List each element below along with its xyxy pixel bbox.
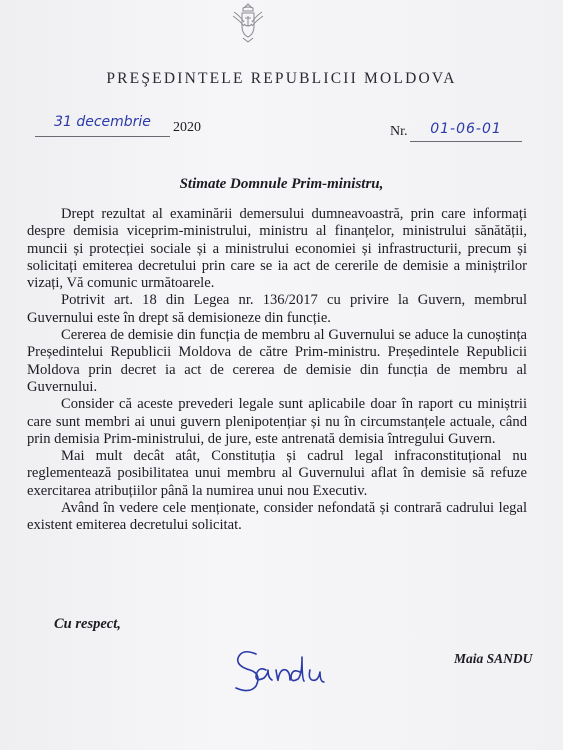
handwritten-signature	[226, 636, 356, 696]
body-paragraph: Drept rezultat al examinării demersului dumneavoastră, prin care informați despre demisia viceprim-ministrului, ministru al finanțelor, ministrului sănătății, muncii și protecției sociale și a ministrului economiei și infrastructurii, precum și solicitați emiterea decretului prin care se ia act de cererile de demisie a miniștrilor vizați, Vă comunic următoarele.	[27, 206, 527, 292]
body-paragraph: Având în vedere cele menționate, consider nefondată și contrară cadrului legal existent emiterea decretului solicitat.	[27, 500, 527, 534]
handwritten-date: 31 decembrie	[54, 114, 151, 130]
number-label: Nr.	[390, 124, 408, 139]
letter-body	[27, 206, 527, 535]
date-year: 2020	[173, 120, 201, 135]
issuer-header: PREŞEDINTELE REPUBLICII MOLDOVA	[106, 70, 457, 87]
body-paragraph: Cererea de demisie din funcția de membru al Guvernului se aduce la cunoștința Președintelui Republicii Moldova de către Prim-ministru. Președintele Republicii Moldova prin decret ia act de cererea de demisie din funcția de membru al Guvernului.	[27, 327, 527, 395]
body-paragraph: Potrivit art. 18 din Legea nr. 136/2017 cu privire la Guvern, membrul Guvernului este în drept să demisioneze din funcție.	[27, 292, 527, 326]
date-field	[35, 114, 170, 137]
body-paragraph: Consider că aceste prevederi legale sunt aplicabile doar în raport cu miniștrii care sunt membri ai unui guvern plenipotențiar și nu în circumstanțele actuale, când prin demisia Prim-ministrului, de jure, este antrenată demisia întregului Guvern.	[27, 396, 527, 447]
signer-name: Maia SANDU	[454, 651, 533, 666]
number-field	[410, 121, 522, 142]
coat-of-arms-emblem	[231, 2, 265, 44]
closing-formula: Cu respect,	[54, 616, 121, 632]
salutation: Stimate Domnule Prim-ministru,	[179, 176, 384, 192]
body-paragraph: Mai mult decât atât, Constituția și cadrul legal infraconstituțional nu reglementează posibilitatea unui membru al Guvernului aflat în demisie să refuze exercitarea atribuțiilor până la numirea unui nou Executiv.	[27, 448, 527, 499]
handwritten-number: 01-06-01	[430, 121, 502, 137]
